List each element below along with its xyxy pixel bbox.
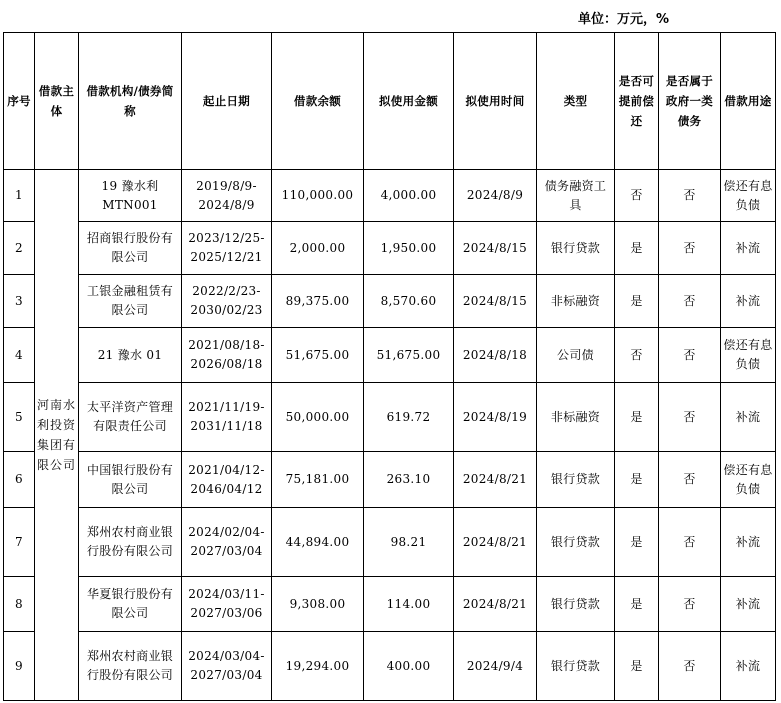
row-early-repay: 是 [615,222,659,275]
table-row [4,508,776,577]
row-planned-amount: 4,000.00 [364,170,454,222]
row-gov-debt: 否 [659,170,721,222]
row-planned-time: 2024/8/21 [454,452,537,508]
borrower-entity: 河南水利投资集团有限公司 [35,170,79,701]
row-gov-debt: 否 [659,452,721,508]
row-lender: 工银金融租赁有限公司 [79,275,182,328]
row-purpose: 补流 [721,383,776,452]
row-planned-time: 2024/8/9 [454,170,537,222]
row-gov-debt: 否 [659,275,721,328]
header-planned-time: 拟使用时间 [454,33,537,170]
row-planned-amount: 400.00 [364,632,454,701]
row-lender: 招商银行股份有限公司 [79,222,182,275]
row-seq: 2 [4,222,35,275]
row-planned-time: 2024/8/18 [454,328,537,383]
row-balance: 89,375.00 [272,275,364,328]
table-row [4,328,776,383]
borrowing-table [3,32,776,701]
row-purpose: 补流 [721,508,776,577]
header-type: 类型 [537,33,615,170]
row-type: 银行贷款 [537,508,615,577]
row-early-repay: 否 [615,170,659,222]
row-seq: 3 [4,275,35,328]
row-purpose: 补流 [721,577,776,632]
row-planned-amount: 51,675.00 [364,328,454,383]
row-balance: 50,000.00 [272,383,364,452]
row-purpose: 补流 [721,222,776,275]
row-period: 2024/03/04-2027/03/04 [182,632,272,701]
row-planned-amount: 98.21 [364,508,454,577]
row-period: 2021/11/19-2031/11/18 [182,383,272,452]
header-row [4,33,776,170]
row-type: 非标融资 [537,275,615,328]
header-borrower: 借款主体 [35,33,79,170]
row-balance: 110,000.00 [272,170,364,222]
row-seq: 1 [4,170,35,222]
table-row [4,383,776,452]
row-type: 银行贷款 [537,452,615,508]
row-purpose: 补流 [721,275,776,328]
row-purpose: 偿还有息负债 [721,328,776,383]
row-period: 2023/12/25-2025/12/21 [182,222,272,275]
row-planned-time: 2024/8/15 [454,222,537,275]
header-purpose: 借款用途 [721,33,776,170]
header-balance: 借款余额 [272,33,364,170]
row-gov-debt: 否 [659,577,721,632]
row-balance: 51,675.00 [272,328,364,383]
row-type: 银行贷款 [537,222,615,275]
table-row [4,222,776,275]
row-lender: 19 豫水利 MTN001 [79,170,182,222]
row-planned-amount: 1,950.00 [364,222,454,275]
row-period: 2022/2/23-2030/02/23 [182,275,272,328]
row-seq: 9 [4,632,35,701]
row-lender: 中国银行股份有限公司 [79,452,182,508]
row-type: 公司债 [537,328,615,383]
row-seq: 6 [4,452,35,508]
header-planned-amount: 拟使用金额 [364,33,454,170]
row-period: 2019/8/9-2024/8/9 [182,170,272,222]
row-planned-amount: 8,570.60 [364,275,454,328]
row-planned-time: 2024/8/19 [454,383,537,452]
row-early-repay: 是 [615,508,659,577]
table-row [4,275,776,328]
unit-note: 单位：万元，% [577,12,669,27]
header-period: 起止日期 [182,33,272,170]
row-planned-time: 2024/8/21 [454,508,537,577]
row-planned-amount: 114.00 [364,577,454,632]
row-gov-debt: 否 [659,328,721,383]
row-balance: 2,000.00 [272,222,364,275]
row-planned-amount: 619.72 [364,383,454,452]
row-seq: 8 [4,577,35,632]
row-type: 非标融资 [537,383,615,452]
row-early-repay: 是 [615,632,659,701]
row-early-repay: 是 [615,577,659,632]
row-balance: 9,308.00 [272,577,364,632]
row-purpose: 偿还有息负债 [721,170,776,222]
table-row [4,170,776,222]
row-period: 2024/03/11-2027/03/06 [182,577,272,632]
header-gov-debt: 是否属于政府一类债务 [659,33,721,170]
row-early-repay: 否 [615,328,659,383]
table-row [4,632,776,701]
row-lender: 太平洋资产管理有限责任公司 [79,383,182,452]
row-lender: 郑州农村商业银行股份有限公司 [79,508,182,577]
row-type: 银行贷款 [537,577,615,632]
row-planned-amount: 263.10 [364,452,454,508]
row-purpose: 补流 [721,632,776,701]
row-seq: 4 [4,328,35,383]
row-early-repay: 是 [615,452,659,508]
row-gov-debt: 否 [659,508,721,577]
row-gov-debt: 否 [659,632,721,701]
table-row [4,577,776,632]
header-seq: 序号 [4,33,35,170]
table-row [4,452,776,508]
row-early-repay: 是 [615,383,659,452]
row-early-repay: 是 [615,275,659,328]
row-type: 债务融资工具 [537,170,615,222]
row-purpose: 偿还有息负债 [721,452,776,508]
row-lender: 21 豫水 01 [79,328,182,383]
row-gov-debt: 否 [659,383,721,452]
row-gov-debt: 否 [659,222,721,275]
row-type: 银行贷款 [537,632,615,701]
row-period: 2021/04/12-2046/04/12 [182,452,272,508]
row-planned-time: 2024/8/21 [454,577,537,632]
row-balance: 44,894.00 [272,508,364,577]
row-seq: 7 [4,508,35,577]
row-lender: 郑州农村商业银行股份有限公司 [79,632,182,701]
header-early-repay: 是否可提前偿还 [615,33,659,170]
header-lender: 借款机构/债券简称 [79,33,182,170]
row-balance: 19,294.00 [272,632,364,701]
row-lender: 华夏银行股份有限公司 [79,577,182,632]
row-period: 2024/02/04-2027/03/04 [182,508,272,577]
row-period: 2021/08/18-2026/08/18 [182,328,272,383]
row-balance: 75,181.00 [272,452,364,508]
row-planned-time: 2024/9/4 [454,632,537,701]
row-planned-time: 2024/8/15 [454,275,537,328]
row-seq: 5 [4,383,35,452]
